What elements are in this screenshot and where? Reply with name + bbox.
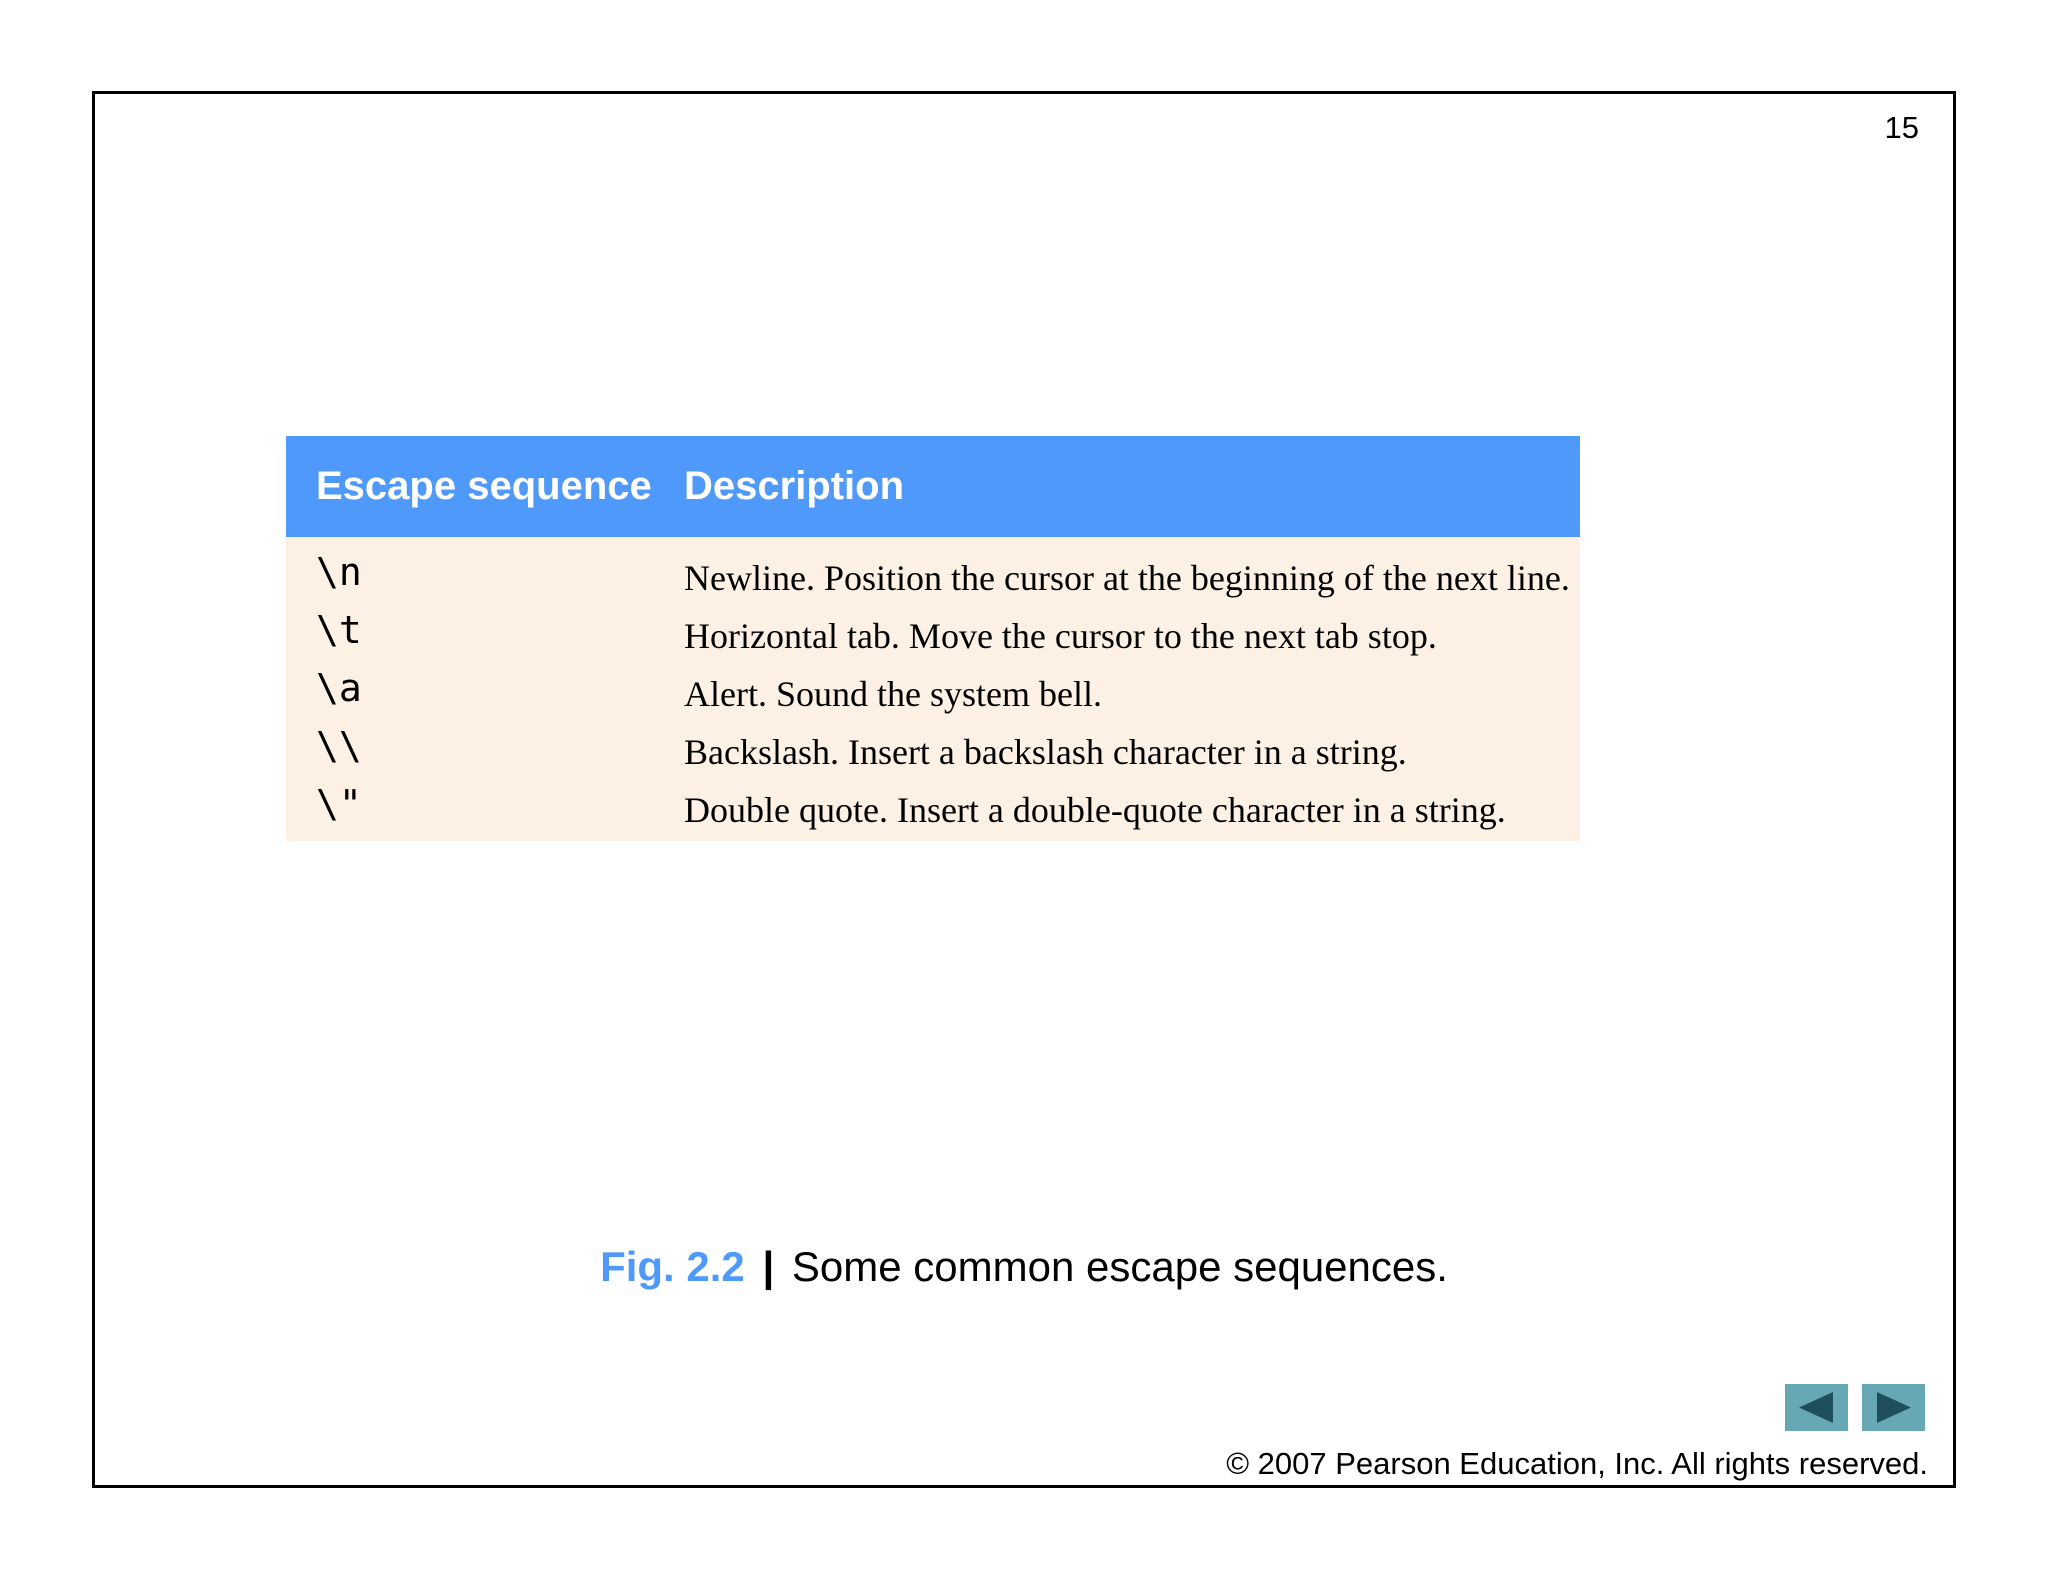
table-body <box>286 537 1580 841</box>
table-header <box>286 436 1580 537</box>
escape-sequence-table <box>286 436 1580 841</box>
triangle-right-icon <box>1862 1384 1925 1431</box>
description-cell: Alert. Sound the system bell. <box>684 674 1102 714</box>
header-description: Description <box>684 464 905 508</box>
table-row <box>286 663 1580 721</box>
copyright-notice: © 2007 Pearson Education, Inc. All rights reserved. <box>1226 1446 1928 1481</box>
next-slide-button[interactable] <box>1862 1384 1925 1431</box>
page-number: 15 <box>1884 110 1919 145</box>
figure-caption <box>0 1243 2048 1291</box>
description-cell: Backslash. Insert a backslash character in a string. <box>684 732 1407 772</box>
escape-sequence-cell: \" <box>316 782 362 826</box>
escape-sequence-cell: \t <box>316 608 362 652</box>
escape-sequence-cell: \n <box>316 550 362 594</box>
description-cell: Newline. Position the cursor at the beginning of the next line. <box>684 558 1570 598</box>
table-row <box>286 721 1580 779</box>
table-row <box>286 547 1580 605</box>
description-cell: Horizontal tab. Move the cursor to the next tab stop. <box>684 616 1437 656</box>
escape-sequence-cell: \\ <box>316 724 362 768</box>
header-escape-sequence: Escape sequence <box>316 464 652 508</box>
description-cell: Double quote. Insert a double-quote character in a string. <box>684 790 1506 830</box>
table-row <box>286 605 1580 663</box>
triangle-left-icon <box>1785 1384 1848 1431</box>
caption-text: Some common escape sequences. <box>791 1243 1448 1290</box>
escape-sequence-cell: \a <box>316 666 362 710</box>
caption-separator: | <box>762 1243 775 1290</box>
table-row <box>286 779 1580 837</box>
previous-slide-button[interactable] <box>1785 1384 1848 1431</box>
figure-label: Fig. 2.2 <box>600 1243 745 1290</box>
